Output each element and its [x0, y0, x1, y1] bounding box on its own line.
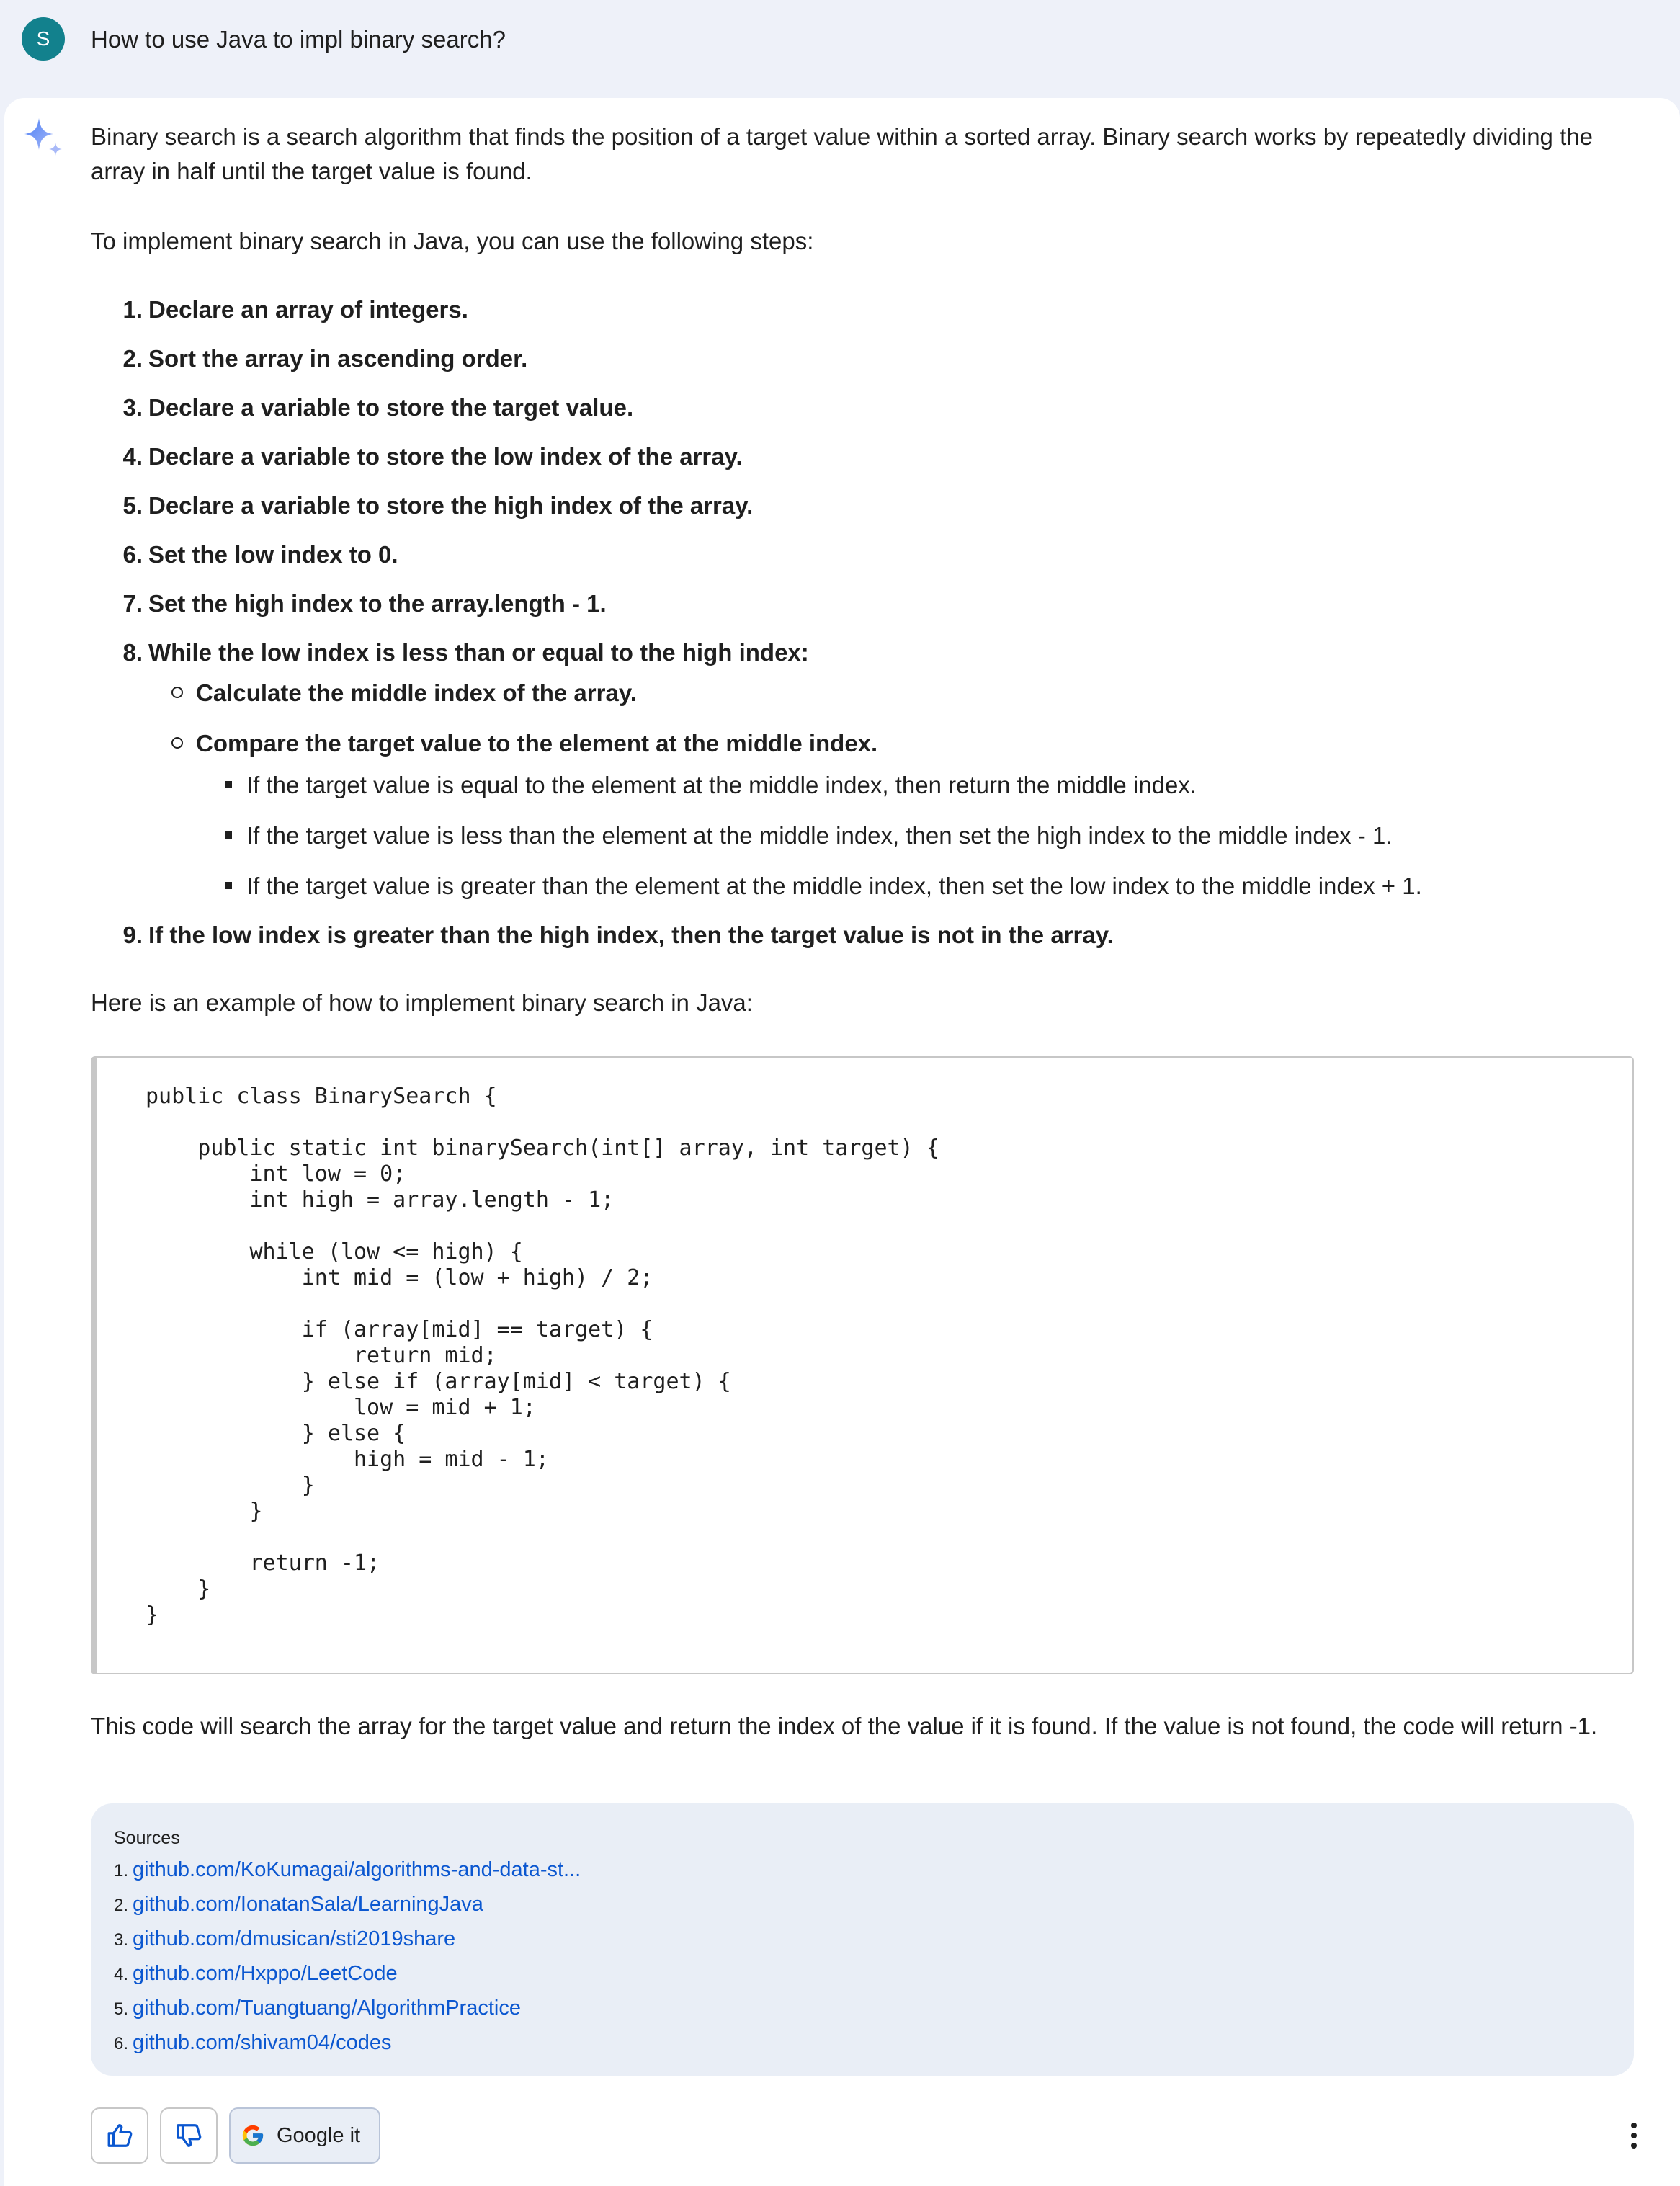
list-item: 4. Declare a variable to store the low index of the array. [122, 443, 743, 470]
sparkle-icon [22, 115, 66, 160]
sub-sub-list-item: If the target value is greater than the element at the middle index, then set the low index to the middle index + 1. [225, 869, 1422, 904]
sub-list-item: Compare the target value to the element at the middle index. [171, 726, 877, 761]
thumbs-up-button[interactable] [91, 2107, 148, 2164]
query-text: How to use Java to impl binary search? [91, 26, 506, 53]
list-item: 3. Declare a variable to store the target value. [122, 394, 634, 421]
closing-paragraph: This code will search the array for the target value and return the index of the value if it is found. If the value is not found, the code will return -1. [91, 1713, 1598, 1739]
sub-sub-list-item: If the target value is equal to the element at the middle index, then return the middle index. [225, 768, 1197, 803]
sources-title: Sources [114, 1828, 180, 1848]
sub-list-item: Calculate the middle index of the array. [171, 676, 637, 710]
example-intro: Here is an example of how to implement binary search in Java: [91, 989, 753, 1016]
thumbs-down-button[interactable] [160, 2107, 218, 2164]
sources-panel [91, 1803, 1634, 2076]
google-it-button[interactable] [229, 2107, 380, 2164]
more-vertical-icon[interactable] [1625, 2120, 1643, 2151]
list-item: 6. Set the low index to 0. [122, 541, 398, 568]
thumbs-down-icon [176, 2122, 203, 2149]
sub-sub-list-item: If the target value is less than the element at the middle index, then set the high index to the middle index - 1. [225, 818, 1392, 853]
google-g-icon [241, 2123, 265, 2148]
code-block[interactable] [91, 1056, 1634, 1674]
source-link[interactable]: 6. github.com/shivam04/codes [114, 2031, 392, 2054]
source-link[interactable]: 4. github.com/Hxppo/LeetCode [114, 1962, 398, 1985]
source-link[interactable]: 3. github.com/dmusican/sti2019share [114, 1927, 456, 1950]
list-item: 7. Set the high index to the array.length - 1. [122, 590, 607, 617]
list-item: 2. Sort the array in ascending order. [122, 345, 528, 372]
code-content: public class BinarySearch { public static int binarySearch(int[] array, int target) { int low = 0; int high = array.length - 1; while (low <= high) { int mid = (low + high) / 2; if (array[mid] == target) { return mid; } else if (array[mid] < target) { low = mid + 1; } else { high = mid - 1; } } return -1; } } [146, 1084, 939, 1628]
source-link[interactable]: 2. github.com/IonatanSala/LearningJava [114, 1893, 483, 1916]
thumbs-up-icon [107, 2122, 134, 2149]
intro-paragraph: Binary search is a search algorithm that finds the position of a target value within a sorted array. Binary search works by repeatedly dividing the array in half until the target value is found. [91, 123, 1593, 184]
google-it-label: Google it [277, 2123, 361, 2147]
list-item: 1. Declare an array of integers. [122, 296, 468, 323]
query-bar [0, 0, 1680, 98]
list-item: 9. If the low index is greater than the high index, then the target value is not in the array. [122, 922, 1114, 948]
list-item: 8. While the low index is less than or equal to the high index: [122, 639, 809, 666]
steps-intro: To implement binary search in Java, you can use the following steps: [91, 228, 814, 254]
source-link[interactable]: 1. github.com/KoKumagai/algorithms-and-data-st... [114, 1858, 581, 1881]
list-item: 5. Declare a variable to store the high index of the array. [122, 492, 754, 519]
source-link[interactable]: 5. github.com/Tuangtuang/AlgorithmPractice [114, 1997, 521, 2020]
avatar[interactable]: S [22, 17, 65, 61]
